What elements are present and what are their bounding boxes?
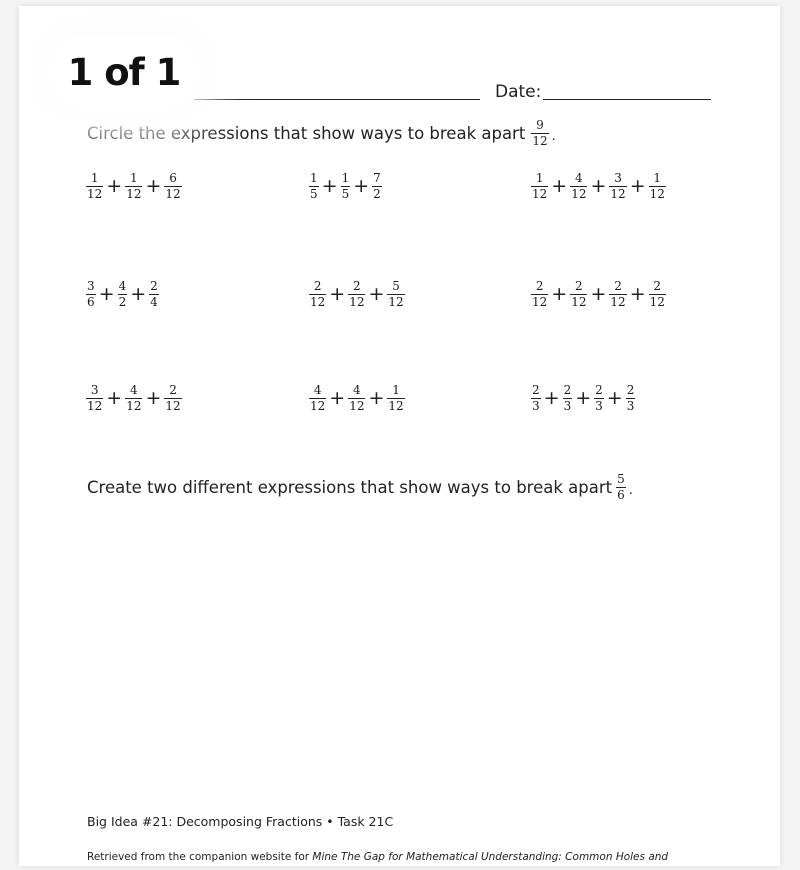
expression-3[interactable] [529,172,668,201]
fraction-denominator: 12 [610,187,626,201]
fraction [531,384,541,413]
prompt-text: Create two different expressions that show ways to break apart [87,478,613,497]
fraction [609,280,626,309]
plus-sign: + [368,387,385,409]
fraction-numerator: 4 [118,279,127,293]
fraction [348,384,365,413]
expression-8[interactable] [307,384,407,413]
fraction [164,172,181,201]
footer-source [87,851,668,863]
fraction-numerator: 4 [353,383,361,397]
fraction-numerator: 2 [563,383,572,397]
plus-sign: + [575,387,592,409]
plus-sign: + [145,387,162,409]
prompt-create-expressions [87,473,633,502]
date-blank-line [543,99,711,100]
fraction-numerator: 5 [617,472,625,486]
fraction-denominator: 12 [349,295,365,309]
expression-6[interactable] [529,280,668,309]
footer-source-prefix: Retrieved from the companion website for [87,851,313,863]
fraction-numerator: 7 [373,171,381,185]
plus-sign: + [329,387,346,409]
plus-sign: + [353,175,370,197]
fraction-denominator: 12 [610,295,626,309]
plus-sign: + [551,175,568,197]
footer-source-title: Mine The Gap for Mathematical Understanding: Common Holes and [312,851,669,863]
fraction-denominator: 3 [595,399,603,413]
name-blank-line [194,99,480,100]
fraction-denominator: 12 [310,295,326,309]
fraction [594,384,604,413]
plus-sign: + [106,387,123,409]
expression-7[interactable] [84,384,184,413]
fraction [309,172,319,201]
fraction-denominator: 12 [165,187,181,201]
fraction-numerator: 2 [169,383,177,397]
fraction-denominator: 4 [150,295,158,309]
fraction-denominator: 12 [126,187,142,201]
expression-1[interactable] [84,172,184,201]
fraction-numerator: 1 [90,171,99,185]
fraction [309,280,326,309]
plus-sign: + [329,283,346,305]
fraction [86,172,103,201]
prompt-text: Circle the expressions that show ways to break apart [87,124,526,143]
fraction-numerator: 6 [169,171,177,185]
fraction [626,384,636,413]
fraction-denominator: 2 [118,295,127,309]
fraction-denominator: 12 [87,399,103,413]
date-label: Date: [495,82,542,102]
fraction-denominator: 5 [341,187,350,201]
target-fraction [616,473,626,502]
fraction-denominator: 5 [310,187,318,201]
plus-sign: + [145,175,162,197]
fraction-numerator: 2 [313,279,322,293]
fraction-numerator: 1 [341,171,350,185]
fraction-denominator: 12 [310,399,326,413]
fraction [164,384,181,413]
prompt-circle-expressions [87,119,556,148]
fraction-numerator: 4 [575,171,583,185]
fraction-numerator: 2 [150,279,158,293]
fraction [570,280,587,309]
expression-4[interactable] [84,280,161,309]
fraction-denominator: 6 [617,488,625,502]
expression-5[interactable] [307,280,407,309]
fraction-denominator: 12 [649,187,665,201]
fraction [563,384,573,413]
fraction [649,172,666,201]
plus-sign: + [629,175,646,197]
fraction-denominator: 12 [165,399,181,413]
fraction-numerator: 2 [353,279,361,293]
fraction-numerator: 2 [614,279,622,293]
plus-sign: + [321,175,338,197]
fraction [86,280,96,309]
fraction [348,280,365,309]
fraction-denominator: 12 [532,295,548,309]
fraction-numerator: 1 [535,171,544,185]
prompt-period: . [551,129,556,144]
target-fraction [531,119,548,148]
prompt-period: . [628,483,633,498]
fraction-numerator: 3 [90,383,99,397]
plus-sign: + [98,283,115,305]
plus-sign: + [629,283,646,305]
fraction [309,384,326,413]
fraction-denominator: 3 [532,399,540,413]
fraction-denominator: 12 [649,295,665,309]
fraction-numerator: 2 [575,279,583,293]
fraction-numerator: 3 [614,171,622,185]
fraction-numerator: 2 [653,279,662,293]
fraction-numerator: 2 [626,383,635,397]
fraction-denominator: 3 [563,399,572,413]
fraction [531,172,548,201]
fraction-numerator: 4 [313,383,322,397]
plus-sign: + [606,387,623,409]
fraction [570,172,587,201]
fraction [649,280,666,309]
fraction-numerator: 1 [653,171,662,185]
fraction-numerator: 1 [392,383,400,397]
plus-sign: + [543,387,560,409]
fraction-denominator: 12 [388,295,404,309]
fraction-denominator: 12 [532,134,548,148]
fraction-denominator: 12 [571,295,587,309]
fraction [387,280,404,309]
plus-sign: + [590,175,607,197]
fraction-denominator: 12 [87,187,103,201]
footer-big-idea: Big Idea #21: Decomposing Fractions • Task 21C [87,814,394,829]
plus-sign: + [551,283,568,305]
fraction-denominator: 6 [87,295,95,309]
fraction [86,384,103,413]
fraction-denominator: 12 [126,399,142,413]
fraction [372,172,382,201]
fraction [125,172,142,201]
fraction-numerator: 2 [532,383,540,397]
fraction-numerator: 2 [535,279,544,293]
fraction [609,172,626,201]
worksheet-page [19,6,780,866]
plus-sign: + [368,283,385,305]
plus-sign: + [106,175,123,197]
expression-2[interactable] [307,172,384,201]
fraction [387,384,404,413]
fraction-denominator: 12 [571,187,587,201]
fraction-denominator: 12 [388,399,404,413]
fraction-numerator: 1 [130,171,138,185]
fraction-numerator: 3 [87,279,95,293]
fraction-numerator: 4 [130,383,138,397]
fraction [341,172,351,201]
fraction [531,280,548,309]
fraction-numerator: 2 [595,383,603,397]
fraction-denominator: 12 [532,187,548,201]
fraction [149,280,159,309]
fraction-denominator: 3 [626,399,635,413]
fraction [125,384,142,413]
fraction-denominator: 2 [373,187,381,201]
plus-sign: + [590,283,607,305]
fraction-numerator: 5 [392,279,400,293]
page-counter-badge: 1 of 1 [49,34,199,110]
fraction-numerator: 9 [536,118,544,132]
fraction [118,280,128,309]
expression-9[interactable] [529,384,637,413]
fraction-numerator: 1 [310,171,318,185]
plus-sign: + [130,283,147,305]
fraction-denominator: 12 [349,399,365,413]
